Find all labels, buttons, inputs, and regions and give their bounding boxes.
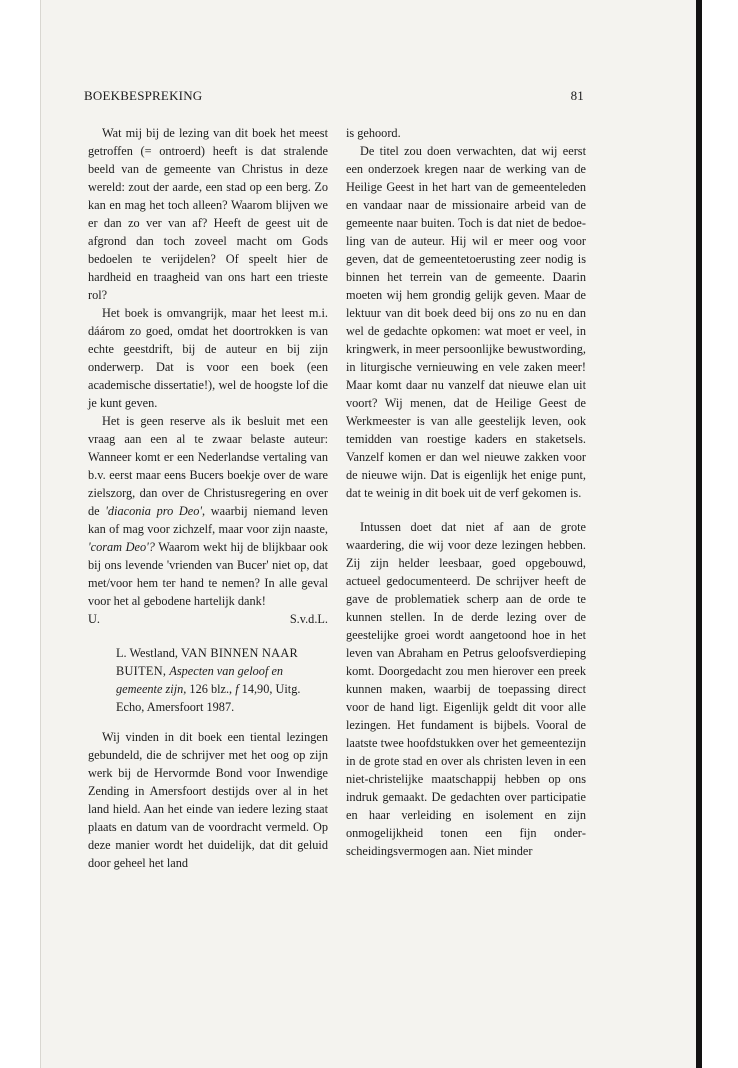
page-number: 81 — [570, 88, 584, 103]
italic-phrase: 'diaconia pro Deo' — [105, 504, 203, 518]
signature-line — [88, 610, 328, 628]
text-run: Waarom wekt hij de blijkbaar ook bij ons levende 'vrienden van Bucer' niet op, dat met/voor hem ter hand te nemen? In alle geval voor het al gebodene hartelijk dank! — [88, 540, 328, 608]
paragraph-closing — [88, 412, 328, 610]
paragraph: Wat mij bij de lezing van dit boek het meest getroffen (= ontroerd) heeft is dat stralende beeld van de gemeente van Christus in deze wereld: zout der aarde, een stad op een berg. Zo kan en mag het toch alleen? Waarom blijven we er dan zo ver van af? Heeft de geest uit de afgrond dan toch zoveel macht om Gods bedoelen te verijdelen? Of speelt hier de hardheid en traagheid van ons hart een trieste rol? — [88, 126, 328, 302]
section-title: BOEKBESPREKING — [84, 88, 203, 103]
right-column — [346, 124, 586, 860]
text-run: Het is geen reserve als ik besluit met een vraag aan een al te zwaar belaste auteur: Wanneer komt er een Nederlandse vertaling van b.v. eerst maar eens Bucers boekje over de ware zielszorg, dan over de Christusregering en over de — [88, 414, 328, 518]
signature-initial: U. — [88, 612, 100, 626]
citation-title: VAN BINNEN NAAR BUITEN, — [116, 646, 299, 678]
paragraph: De titel zou doen verwachten, dat wij eerst een onderzoek kregen naar de werking van de Heilige Geest in het hart van de gemeenteleden en vandaar naar de missionaire arbeid van de gemeente naar buiten. Toch is dat niet de bedoeling van de auteur. Hij wil er meer oog voor geven, dat de gemeentetoerusting zeer nodig is binnen het terrein van de gemeente. Daarin moeten wij hem grondig gelijk geven. Maar de lektuur van dit boek deed bij ons zo nu en dan wel de gedachte opkomen: wat moet er veel, in kringwerk, in meer persoonlijke bewustwording, in liturgische vernieuwing en vele zaken meer! Maar komt daar nu vanzelf dat nieuwe elan uit voort? Wij menen, dat de Heilige Geest de Werkmeester is van alle geestelijk leven, ook temidden van roestige kaders en staketsels. Vanzelf komen er dan wel nieuwe zakken voor de nieuwe wijn. Dat is eigenlijk het enige punt, dat te weinig in dit boek uit de verf gekomen is. — [346, 144, 586, 500]
citation-price: 14,90, Uitg. Echo, Amersfoort 1987. — [116, 682, 301, 714]
citation-price-symbol: f — [235, 682, 239, 696]
left-column — [88, 124, 328, 872]
citation-author: L. Westland, — [116, 646, 182, 660]
paragraph: Wij vinden in dit boek een tiental lezingen gebundeld, die de schrijver met het oog op zijn werk bij de Hervormde Bond voor Inwendige Zending in Amersfoort destijds over al in het land hield. Aan het einde van iedere lezing staat plaats en datum van de voordracht vermeld. Op deze manier wordt het duidelijk, dat dit geluid door geheel het land — [88, 730, 328, 870]
book-citation — [88, 644, 328, 716]
text-run: , waarbij niemand leven kan of mag voor zichzelf, maar voor zijn naaste, — [88, 504, 328, 536]
paragraph: Intussen doet dat niet af aan de grote waardering, die wij voor deze lezingen hebben. Zij zijn helder leesbaar, goed opgebouwd, actueel gedocumenteerd. De schrijver heeft de gave de problematiek scherp aan de orde te kunnen stellen. In de derde lezing over de geestelijke groei wordt aangetoond hoe in het leven van Abraham en Petrus geloofsverdieping komt. Doorgedacht zou men hierover een preek kunnen maken, waarbij de toepassing direct voor de hand ligt. Eigenlijk geldt dit voor alle lezingen. Het fundament is bijbels. Vooral de laatste twee hoofdstukken over het gemeentezijn in de grote stad en over als christen leven in een niet-christelijke maatschappij hebben op ons indruk gemaakt. De gedachten over participatie en haar verleiding en isolement en zijn onmogelijkheid tonen een fijn onderscheidingsvermogen aan. Niet minder — [346, 520, 586, 858]
citation-details: 126 blz., — [186, 682, 236, 696]
signature-author: S.v.d.L. — [289, 612, 328, 626]
citation-subtitle: Aspecten van geloof en gemeente zijn, — [116, 664, 284, 696]
scan-edge-bar — [696, 0, 702, 1068]
paragraph-continuation: is gehoord. — [346, 126, 401, 140]
paragraph: Het boek is omvangrijk, maar het leest m.i. dáárom zo goed, omdat het doortrokken is van echte geestdrift, bij de auteur en bij zijn onderwerp. Dat is voor een boek (een academische dissertatie!), wel de hoogste lof die je kunt geven. — [88, 306, 328, 410]
italic-phrase: 'coram Deo'? — [88, 540, 155, 554]
